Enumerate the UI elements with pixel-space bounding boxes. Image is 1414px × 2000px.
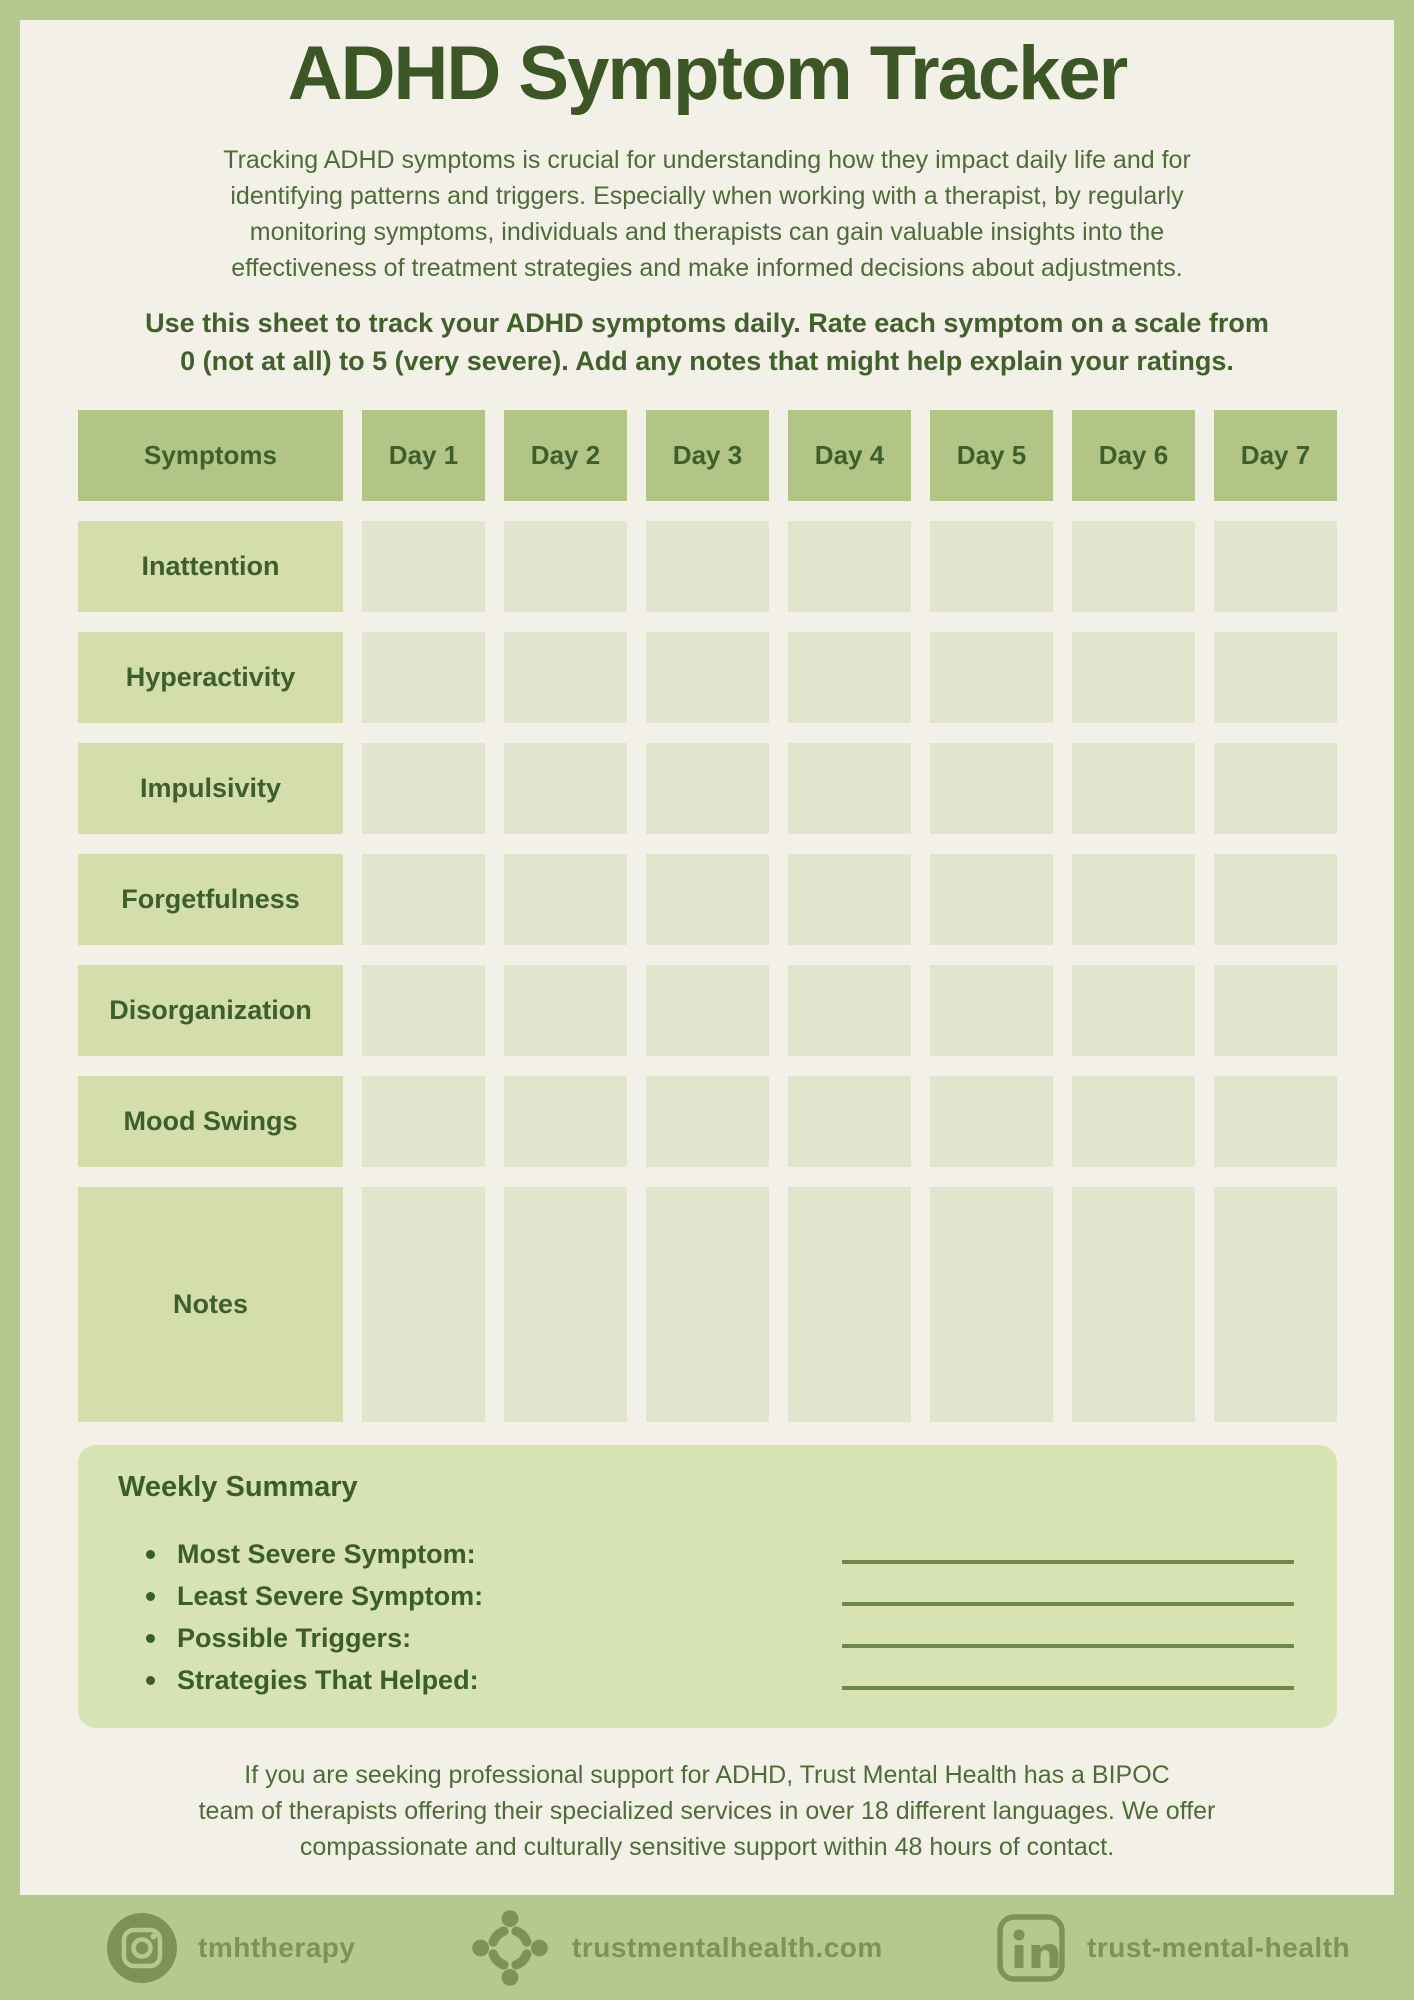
rating-cell[interactable] (930, 521, 1053, 612)
rating-cell[interactable] (504, 854, 627, 945)
rating-cell[interactable] (1072, 854, 1195, 945)
rating-cell[interactable] (646, 632, 769, 723)
tmh-logo-icon (468, 1906, 552, 1990)
column-header-day6: Day 6 (1072, 410, 1195, 501)
rating-cell[interactable] (646, 743, 769, 834)
rating-cell[interactable] (930, 632, 1053, 723)
rating-cell[interactable] (930, 743, 1053, 834)
website-link[interactable] (468, 1895, 883, 2000)
row-label-mood-swings: Mood Swings (78, 1076, 343, 1167)
notes-cell[interactable] (788, 1187, 911, 1422)
rating-cell[interactable] (504, 1076, 627, 1167)
rating-cell[interactable] (1214, 521, 1337, 612)
notes-cell[interactable] (646, 1187, 769, 1422)
rating-cell[interactable] (788, 854, 911, 945)
rating-cell[interactable] (646, 1076, 769, 1167)
rating-cell[interactable] (1214, 632, 1337, 723)
symptom-table (78, 410, 1337, 1422)
summary-blank-line[interactable] (842, 1559, 1294, 1564)
weekly-summary-box (78, 1445, 1337, 1728)
instructions-paragraph (40, 304, 1374, 380)
notes-cell[interactable] (1214, 1187, 1337, 1422)
column-header-day1: Day 1 (362, 410, 485, 501)
rating-cell[interactable] (1072, 743, 1195, 834)
rating-cell[interactable] (362, 632, 485, 723)
instagram-link[interactable] (106, 1895, 355, 2000)
footer-paragraph (37, 1757, 1377, 1865)
instructions-line: 0 (not at all) to 5 (very severe). Add any notes that might help explain your ratings. (180, 346, 1234, 376)
linkedin-link[interactable] (995, 1895, 1350, 2000)
rating-cell[interactable] (930, 854, 1053, 945)
rating-cell[interactable] (1214, 965, 1337, 1056)
rating-cell[interactable] (930, 965, 1053, 1056)
intro-line: monitoring symptoms, individuals and therapists can gain valuable insights into the (249, 218, 1165, 246)
column-header-day2: Day 2 (504, 410, 627, 501)
footer-line: team of therapists offering their specialized services in over 18 different languages. We offer (198, 1797, 1216, 1825)
notes-cell[interactable] (362, 1187, 485, 1422)
linkedin-icon (995, 1912, 1067, 1984)
summary-blank-line[interactable] (842, 1685, 1294, 1690)
column-header-day7: Day 7 (1214, 410, 1337, 501)
rating-cell[interactable] (504, 521, 627, 612)
intro-line: identifying patterns and triggers. Especially when working with a therapist, by regularly (230, 182, 1184, 210)
rating-cell[interactable] (1072, 965, 1195, 1056)
row-label-disorganization: Disorganization (78, 965, 343, 1056)
summary-item (118, 1617, 1295, 1659)
rating-cell[interactable] (788, 1076, 911, 1167)
summary-item (118, 1659, 1295, 1701)
row-label-inattention: Inattention (78, 521, 343, 612)
summary-item-label: Least Severe Symptom: (177, 1580, 484, 1611)
summary-item-label: Most Severe Symptom: (177, 1538, 476, 1569)
rating-cell[interactable] (504, 965, 627, 1056)
weekly-summary-title: Weekly Summary (118, 1471, 358, 1503)
rating-cell[interactable] (788, 632, 911, 723)
linkedin-handle: trust-mental-health (1087, 1931, 1351, 1963)
rating-cell[interactable] (362, 854, 485, 945)
rating-cell[interactable] (646, 965, 769, 1056)
rating-cell[interactable] (930, 1076, 1053, 1167)
rating-cell[interactable] (646, 854, 769, 945)
intro-line: Tracking ADHD symptoms is crucial for understanding how they impact daily life and for (223, 146, 1191, 174)
instagram-handle: tmhtherapy (198, 1931, 356, 1963)
intro-paragraph (62, 142, 1352, 286)
website-url: trustmentalhealth.com (572, 1931, 883, 1963)
footer-bar (0, 1895, 1414, 2000)
row-label-notes: Notes (78, 1187, 343, 1422)
summary-blank-line[interactable] (842, 1643, 1294, 1648)
notes-cell[interactable] (504, 1187, 627, 1422)
bullet-icon (146, 1592, 155, 1601)
summary-item (118, 1575, 1295, 1617)
page-title: ADHD Symptom Tracker (287, 31, 1127, 116)
rating-cell[interactable] (1072, 632, 1195, 723)
footer-line: compassionate and culturally sensitive support within 48 hours of contact. (299, 1833, 1115, 1861)
rating-cell[interactable] (646, 521, 769, 612)
row-label-hyperactivity: Hyperactivity (78, 632, 343, 723)
row-label-forgetfulness: Forgetfulness (78, 854, 343, 945)
rating-cell[interactable] (362, 743, 485, 834)
column-header-day4: Day 4 (788, 410, 911, 501)
weekly-summary-list (118, 1533, 1295, 1701)
rating-cell[interactable] (788, 743, 911, 834)
column-header-day5: Day 5 (930, 410, 1053, 501)
rating-cell[interactable] (1214, 854, 1337, 945)
rating-cell[interactable] (1072, 1076, 1195, 1167)
bullet-icon (146, 1634, 155, 1643)
footer-line: If you are seeking professional support for ADHD, Trust Mental Health has a BIPOC (244, 1761, 1170, 1789)
rating-cell[interactable] (504, 632, 627, 723)
row-label-impulsivity: Impulsivity (78, 743, 343, 834)
notes-cell[interactable] (1072, 1187, 1195, 1422)
instructions-line: Use this sheet to track your ADHD symptoms daily. Rate each symptom on a scale from (145, 308, 1269, 338)
summary-item-label: Possible Triggers: (177, 1622, 412, 1653)
instagram-icon (106, 1912, 178, 1984)
bullet-icon (146, 1550, 155, 1559)
rating-cell[interactable] (1072, 521, 1195, 612)
column-header-symptoms: Symptoms (78, 410, 343, 501)
rating-cell[interactable] (788, 521, 911, 612)
rating-cell[interactable] (362, 1076, 485, 1167)
rating-cell[interactable] (788, 965, 911, 1056)
notes-cell[interactable] (930, 1187, 1053, 1422)
rating-cell[interactable] (362, 521, 485, 612)
rating-cell[interactable] (1214, 743, 1337, 834)
rating-cell[interactable] (362, 965, 485, 1056)
bullet-icon (146, 1676, 155, 1685)
intro-line: effectiveness of treatment strategies and make informed decisions about adjustments. (231, 254, 1183, 282)
column-header-day3: Day 3 (646, 410, 769, 501)
summary-item-label: Strategies That Helped: (177, 1664, 479, 1695)
summary-blank-line[interactable] (842, 1601, 1294, 1606)
rating-cell[interactable] (504, 743, 627, 834)
summary-item (118, 1533, 1295, 1575)
rating-cell[interactable] (1214, 1076, 1337, 1167)
